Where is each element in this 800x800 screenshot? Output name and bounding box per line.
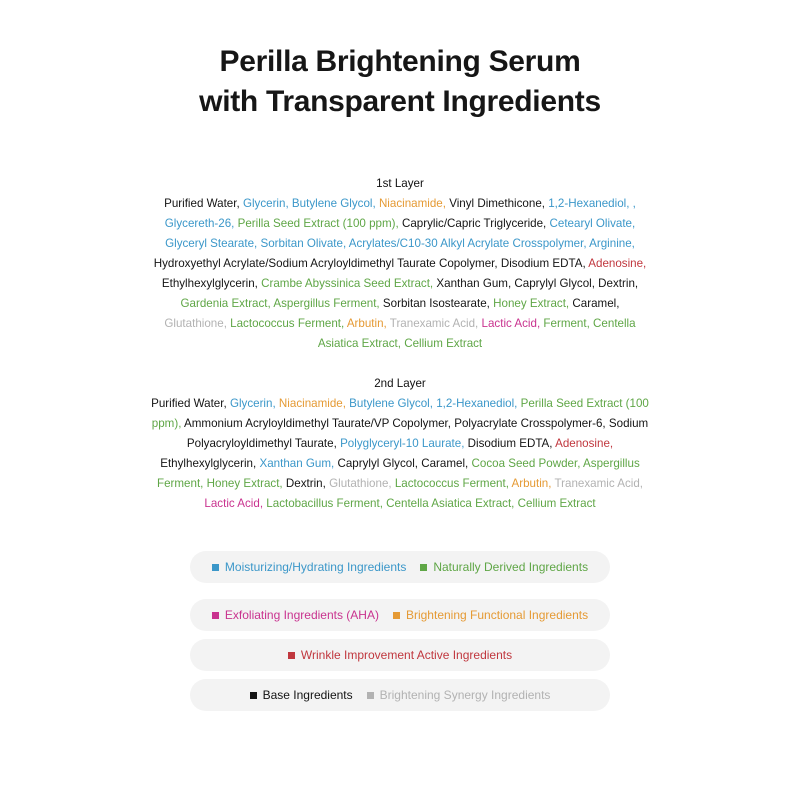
ingredient-moisturizing: Acrylates/C10-30 Alkyl Acrylate Crosspolymer, xyxy=(348,237,587,250)
ingredient-base: Hydroxyethyl Acrylate/Sodium Acryloyldimethyl Taurate Copolymer, xyxy=(153,257,498,270)
ingredient-wrinkle: Adenosine, xyxy=(555,437,614,450)
ingredient-base: Vinyl Dimethicone, xyxy=(449,197,545,210)
color-swatch-icon xyxy=(288,652,295,659)
first-layer-section xyxy=(150,174,650,354)
legend-label: Brightening Functional Ingredients xyxy=(405,608,589,622)
legend-label: Brightening Synergy Ingredients xyxy=(379,688,551,702)
legend-item-natural xyxy=(420,560,588,574)
ingredient-synergy: Glutathione, xyxy=(329,477,392,490)
ingredient-brightening: Niacinamide, xyxy=(278,397,346,410)
color-swatch-icon xyxy=(212,612,219,619)
ingredient-moisturizing: 1,2-Hexanediol, xyxy=(436,397,518,410)
ingredient-aha: Lactic Acid, xyxy=(481,317,541,330)
ingredient-moisturizing: Sorbitan Olivate, xyxy=(260,237,347,250)
ingredient-moisturizing: Arginine, xyxy=(589,237,635,250)
legend-pill xyxy=(190,679,610,711)
color-swatch-icon xyxy=(367,692,374,699)
layer-heading: 2nd Layer xyxy=(374,377,426,390)
ingredient-moisturizing: Cetearyl Olivate, xyxy=(549,217,636,230)
ingredient-natural: Lactococcus Ferment, xyxy=(230,317,345,330)
ingredient-natural: Lactobacillus Ferment, xyxy=(266,497,383,510)
legend-label: Exfoliating Ingredients (AHA) xyxy=(224,608,379,622)
legend-pill xyxy=(190,551,610,583)
ingredient-brightening: Arbutin, xyxy=(346,317,387,330)
ingredient-synergy: Glutathione, xyxy=(164,317,227,330)
ingredient-moisturizing: Xanthan Gum, xyxy=(259,457,335,470)
ingredient-base: Ethylhexylglycerin, xyxy=(160,457,257,470)
legend-item-aha xyxy=(212,608,379,622)
color-swatch-icon xyxy=(250,692,257,699)
legend-label: Moisturizing/Hydrating Ingredients xyxy=(224,560,407,574)
ingredient-moisturizing: Butylene Glycol, xyxy=(349,397,433,410)
ingredient-base: Dextrin, xyxy=(598,277,639,290)
ingredient-natural: Centella Asiatica Extract, xyxy=(317,317,636,350)
ingredient-natural: Crambe Abyssinica Seed Extract, xyxy=(261,277,434,290)
ingredient-moisturizing: Glycerin, xyxy=(229,397,276,410)
ingredient-wrinkle: Adenosine, xyxy=(588,257,647,270)
ingredient-list xyxy=(150,194,650,354)
ingredient-natural: Honey Extract, xyxy=(493,297,570,310)
ingredient-natural: Aspergillus Ferment, xyxy=(273,297,380,310)
legend-item-synergy xyxy=(367,688,551,702)
ingredient-base: Disodium EDTA, xyxy=(467,437,553,450)
color-swatch-icon xyxy=(420,564,427,571)
ingredient-base: Sorbitan Isostearate, xyxy=(382,297,490,310)
ingredient-natural: Perilla Seed Extract (100 ppm), xyxy=(151,397,649,430)
ingredient-synergy: Tranexamic Acid, xyxy=(554,477,643,490)
ingredient-base: Caprylyl Glycol, xyxy=(337,457,418,470)
ingredient-base: Ethylhexylglycerin, xyxy=(161,277,258,290)
color-swatch-icon xyxy=(212,564,219,571)
ingredient-base: Sodium Polyacryloyldimethyl Taurate, xyxy=(186,417,649,450)
legend-label: Base Ingredients xyxy=(262,688,353,702)
ingredient-moisturizing: Glycerin, xyxy=(242,197,289,210)
ingredient-synergy: Tranexamic Acid, xyxy=(389,317,479,330)
ingredient-moisturizing: Glycereth-26, xyxy=(164,217,235,230)
ingredient-natural: Perilla Seed Extract (100 ppm), xyxy=(237,217,399,230)
ingredient-moisturizing: 1,2-Hexanediol, , xyxy=(548,197,636,210)
ingredient-base: Purified Water, xyxy=(151,397,227,410)
ingredient-natural: Cocoa Seed Powder, xyxy=(471,457,581,470)
legend-item-wrinkle xyxy=(288,648,512,662)
legend-pill xyxy=(190,599,610,631)
ingredient-natural: Cellium Extract xyxy=(404,337,483,350)
ingredient-natural: Aspergillus Ferment, xyxy=(157,457,640,490)
ingredient-natural: Cellium Extract xyxy=(517,497,596,510)
ingredient-base: Xanthan Gum, xyxy=(436,277,512,290)
ingredient-base: Caprylyl Glycol, xyxy=(514,277,595,290)
legend-item-base xyxy=(250,688,353,702)
legend-label: Wrinkle Improvement Active Ingredients xyxy=(300,648,513,662)
color-swatch-icon xyxy=(393,612,400,619)
legend-label: Naturally Derived Ingredients xyxy=(433,560,589,574)
title-line-2: with Transparent Ingredients xyxy=(199,85,601,118)
ingredient-base: Dextrin, xyxy=(285,477,326,490)
ingredient-base: Caramel, xyxy=(572,297,620,310)
ingredient-brightening: Arbutin, xyxy=(511,477,552,490)
layer-heading: 1st Layer xyxy=(376,177,424,190)
ingredient-moisturizing: Glyceryl Stearate, xyxy=(165,237,258,250)
ingredient-base: Ammonium Acryloyldimethyl Taurate/VP Copolymer, xyxy=(184,417,451,430)
ingredient-moisturizing: Polyglyceryl-10 Laurate, xyxy=(340,437,465,450)
page-title xyxy=(0,42,800,122)
second-layer-section xyxy=(150,374,650,514)
ingredient-base: Purified Water, xyxy=(164,197,240,210)
ingredient-base: Polyacrylate Crosspolymer-6, xyxy=(454,417,606,430)
legend-pill xyxy=(190,639,610,671)
title-line-1: Perilla Brightening Serum xyxy=(219,45,581,78)
ingredient-aha: Lactic Acid, xyxy=(204,497,264,510)
ingredient-natural: Centella Asiatica Extract, xyxy=(386,497,515,510)
ingredient-natural: Ferment, xyxy=(543,317,590,330)
ingredient-base: Caprylic/Capric Triglyceride, xyxy=(401,217,547,230)
ingredient-moisturizing: Butylene Glycol, xyxy=(291,197,376,210)
ingredient-brightening: Niacinamide, xyxy=(378,197,446,210)
ingredient-base: Caramel, xyxy=(421,457,469,470)
legend-item-moisturizing xyxy=(212,560,406,574)
ingredient-natural: Honey Extract, xyxy=(206,477,283,490)
legend-item-brightening xyxy=(393,608,588,622)
ingredient-natural: Lactococcus Ferment, xyxy=(394,477,509,490)
ingredient-natural: Gardenia Extract, xyxy=(180,297,271,310)
ingredient-list xyxy=(150,394,650,514)
ingredient-base: Disodium EDTA, xyxy=(500,257,586,270)
